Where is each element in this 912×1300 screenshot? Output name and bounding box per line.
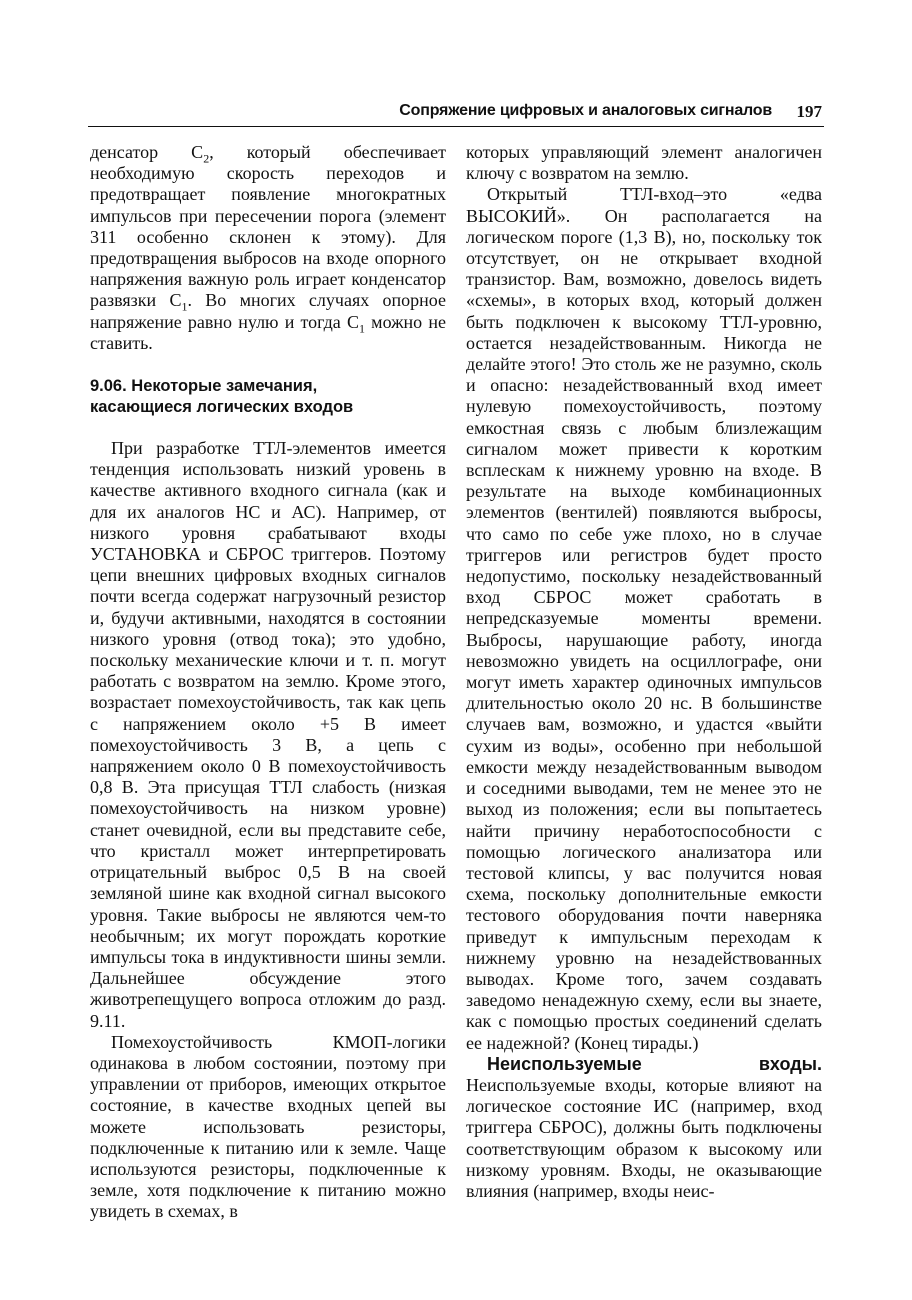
paragraph-unused-inputs [466, 1054, 822, 1202]
subscript: 1 [358, 321, 365, 336]
text-run: . Во многих случаях опорное напряжение равно нулю и тогда C [90, 290, 447, 332]
section-heading-line: касающиеся логических входов [90, 398, 354, 417]
subscript: 1 [181, 300, 188, 315]
text-run: , который обеспечивает необходимую скорость переходов и предотвращает появление многократных импульсов при пересечении порога (элемент 311 особенно склонен к этому). Для предотвращения выбросов на входе опорного напряжения важную роль играет конденсатор развязки C [90, 142, 447, 311]
paragraph-open-ttl-input: Открытый ТТЛ-вход–это «едва ВЫСОКИЙ». Он располагается на логическом пороге (1,3 В), но, поскольку ток отсутствует, он не открывает входной транзистор. Вам, возможно, довелось видеть «схемы», в которых вход, который должен быть подключен к высокому ТТЛ-уровню, остается незадействованным. Никогда не делайте этого! Это столь же не разумно, сколь и опасно: незадействованный вход имеет нулевую помехоустойчивость, поэтому емкостная связь с любым близлежащим сигналом может привести к коротким всплескам к нижнему уровню на входе. В результате на выходе комбинационных элементов (вентилей) появляются выбросы, что само по себе уже плохо, но в случае триггеров или регистров будет просто недопустимо, поскольку незадействованный вход СБРОС может сработать в непредсказуемые моменты времени. Выбросы, нарушающие работу, иногда невозможно увидеть на осциллографе, они могут иметь характер одиночных импульсов длительностью около 20 нс. В большинстве случаев вам, возможно, и удастся «выйти сухим из воды», особенно при небольшой емкости между незадействованным выводом и соседними выводами, тем не менее это не выход из положения; если вы попытаетесь найти причину неработоспособности с помощью логического анализатора или тестовой клипсы, у вас получится новая схема, поскольку дополнительные емкости тестового оборудования почти наверняка приведут к импульсным переходам к нижнему уровню на незадействованных выводах. Кроме того, зачем создавать заведомо ненадежную схему, если вы знаете, как с помощью простых соединений сделать ее надежной? (Конец тирады.) [466, 184, 822, 1053]
text-run: можно не ставить. [90, 311, 446, 353]
paragraph-capacitor [90, 142, 446, 354]
right-column [466, 142, 822, 1202]
left-column [90, 142, 446, 1223]
paragraph-continuation: которых управляющий элемент аналогичен ключу с возвратом на землю. [466, 142, 822, 184]
runin-heading: Неиспользуемые входы. [487, 1053, 822, 1074]
paragraph-ttl-inputs: При разработке ТТЛ-элементов имеется тенденция использовать низкий уровень в качестве активного входного сигнала (как и для их аналогов НС и АС). Например, от низкого уровня срабатывают входы УСТАНОВКА и СБРОС триггеров. Поэтому цепи внешних цифровых входных сигналов почти всегда содержат нагрузочный резистор и, будучи активными, находятся в состоянии низкого уровня (отвод тока); это удобно, поскольку механические ключи и т. п. могут работать с возвратом на землю. Кроме этого, возрастает помехоустойчивость, так как цепь с напряжением около +5 В имеет помехоустойчивость 3 В, а цепь с напряжением около 0 В помехоустойчивость 0,8 В. Эта присущая ТТЛ слабость (низкая помехоустойчивость на низком уровне) станет очевидной, если вы представите себе, что кристалл может интерпретировать отрицательный выброс 0,5 В на своей земляной шине как входной сигнал высокого уровня. Такие выбросы не являются чем-то необычным; их могут порождать короткие импульсы тока в индуктивности шины земли. Дальнейшее обсуждение этого животрепещущего вопроса отложим до разд. 9.11. [90, 438, 446, 1031]
subscript: 2 [203, 151, 210, 166]
section-heading [90, 376, 446, 418]
running-header [88, 100, 824, 127]
section-heading-line: 9.06. Некоторые замечания, [90, 377, 318, 396]
running-header-title: Сопряжение цифровых и аналоговых сигналов [399, 102, 772, 119]
text-run: Неиспользуемые входы, которые влияют на логическое состояние ИС (например, вход триггера СБРОС), должны быть подключены соответствующим образом к высокому или низкому уровням. Входы, не оказывающие влияния (например, входы неис- [466, 1074, 822, 1201]
text-run: денсатор C [90, 142, 204, 162]
page-number: 197 [796, 102, 822, 121]
paragraph-cmos-inputs: Помехоустойчивость КМОП-логики одинакова в любом состоянии, поэтому при управлении от приборов, имеющих открытое состояние, в качестве входных цепей вы можете использовать резисторы, подключенные к питанию или к земле. Чаще используются резисторы, подключенные к земле, хотя подключение к питанию можно увидеть в схемах, в [90, 1031, 446, 1222]
